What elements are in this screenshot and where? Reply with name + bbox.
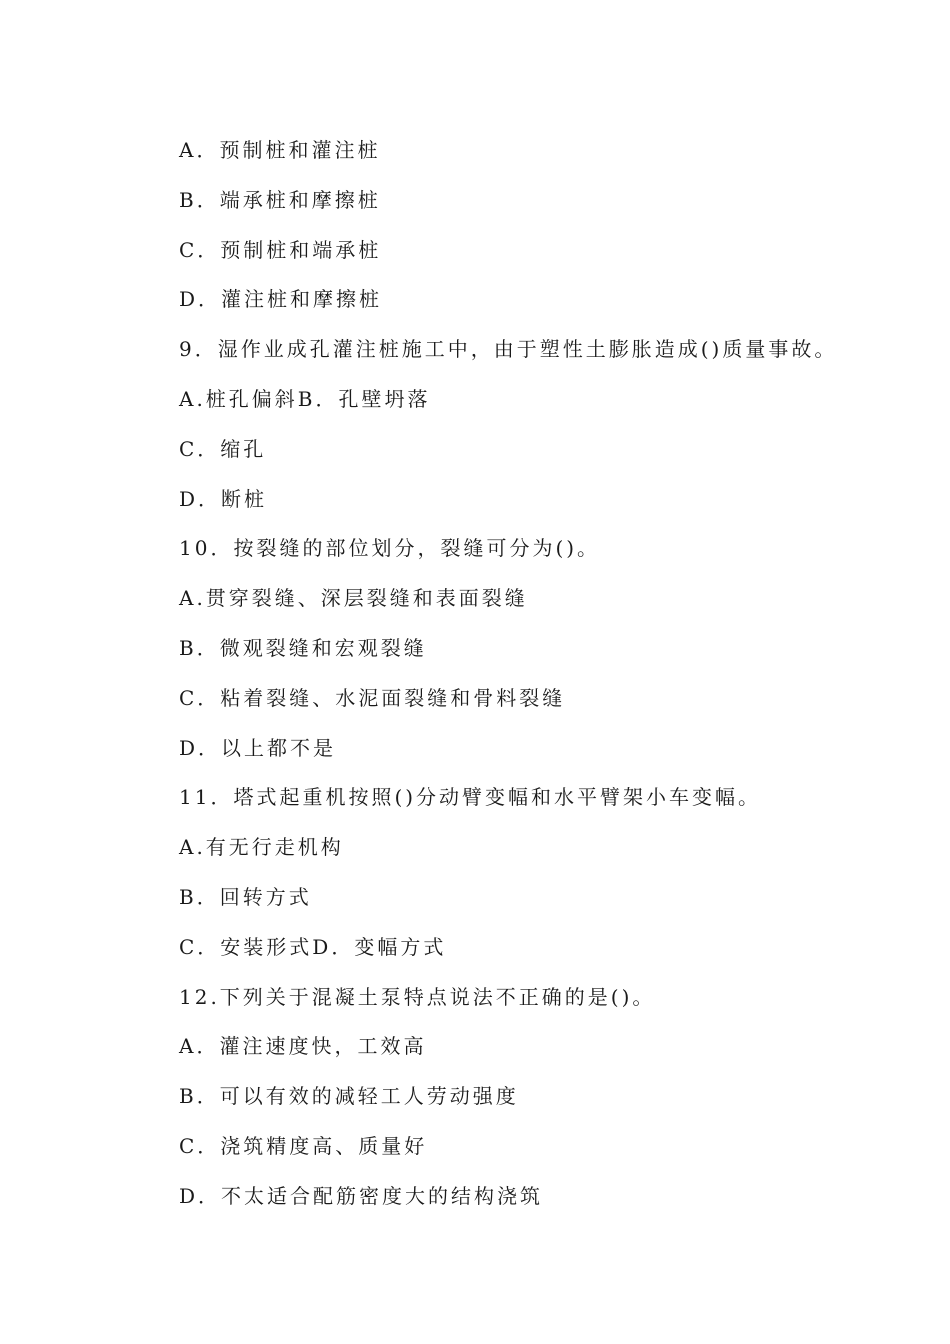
options-cd-q11: C．安装形式D．变幅方式 [179,934,447,959]
option-d-q12: D．不太适合配筋密度大的结构浇筑 [179,1183,544,1208]
option-a-q12: A．灌注速度快，工效高 [179,1034,427,1059]
option-b-q8: B．端承桩和摩擦桩 [179,187,381,212]
question-12: 12.下列关于混凝土泵特点说法不正确的是()。 [179,984,656,1009]
document-body [179,134,859,1230]
options-ab-q9: A.桩孔偏斜B．孔壁坍落 [179,386,431,411]
option-d-q8: D．灌注桩和摩擦桩 [179,287,383,312]
option-d-q9: D．断桩 [179,486,268,511]
option-c-q8: C．预制桩和端承桩 [179,237,382,262]
option-a-q11: A.有无行走机构 [179,835,344,860]
option-a-q10: A.贯穿裂缝、深层裂缝和表面裂缝 [179,586,528,611]
option-c-q12: C．浇筑精度高、质量好 [179,1133,428,1158]
option-b-q10: B．微观裂缝和宏观裂缝 [179,635,427,660]
option-c-q9: C．缩孔 [179,436,267,461]
option-d-q10: D．以上都不是 [179,735,337,760]
option-b-q12: B．可以有效的减轻工人劳动强度 [179,1084,519,1109]
question-9: 9．湿作业成孔灌注桩施工中，由于塑性土膨胀造成()质量事故。 [179,337,838,362]
question-11: 11．塔式起重机按照()分动臂变幅和水平臂架小车变幅。 [179,785,762,810]
option-a-q8: A．预制桩和灌注桩 [179,138,381,162]
question-10: 10．按裂缝的部位划分，裂缝可分为()。 [179,536,601,561]
option-c-q10: C．粘着裂缝、水泥面裂缝和骨料裂缝 [179,685,566,710]
option-b-q11: B．回转方式 [179,884,312,909]
